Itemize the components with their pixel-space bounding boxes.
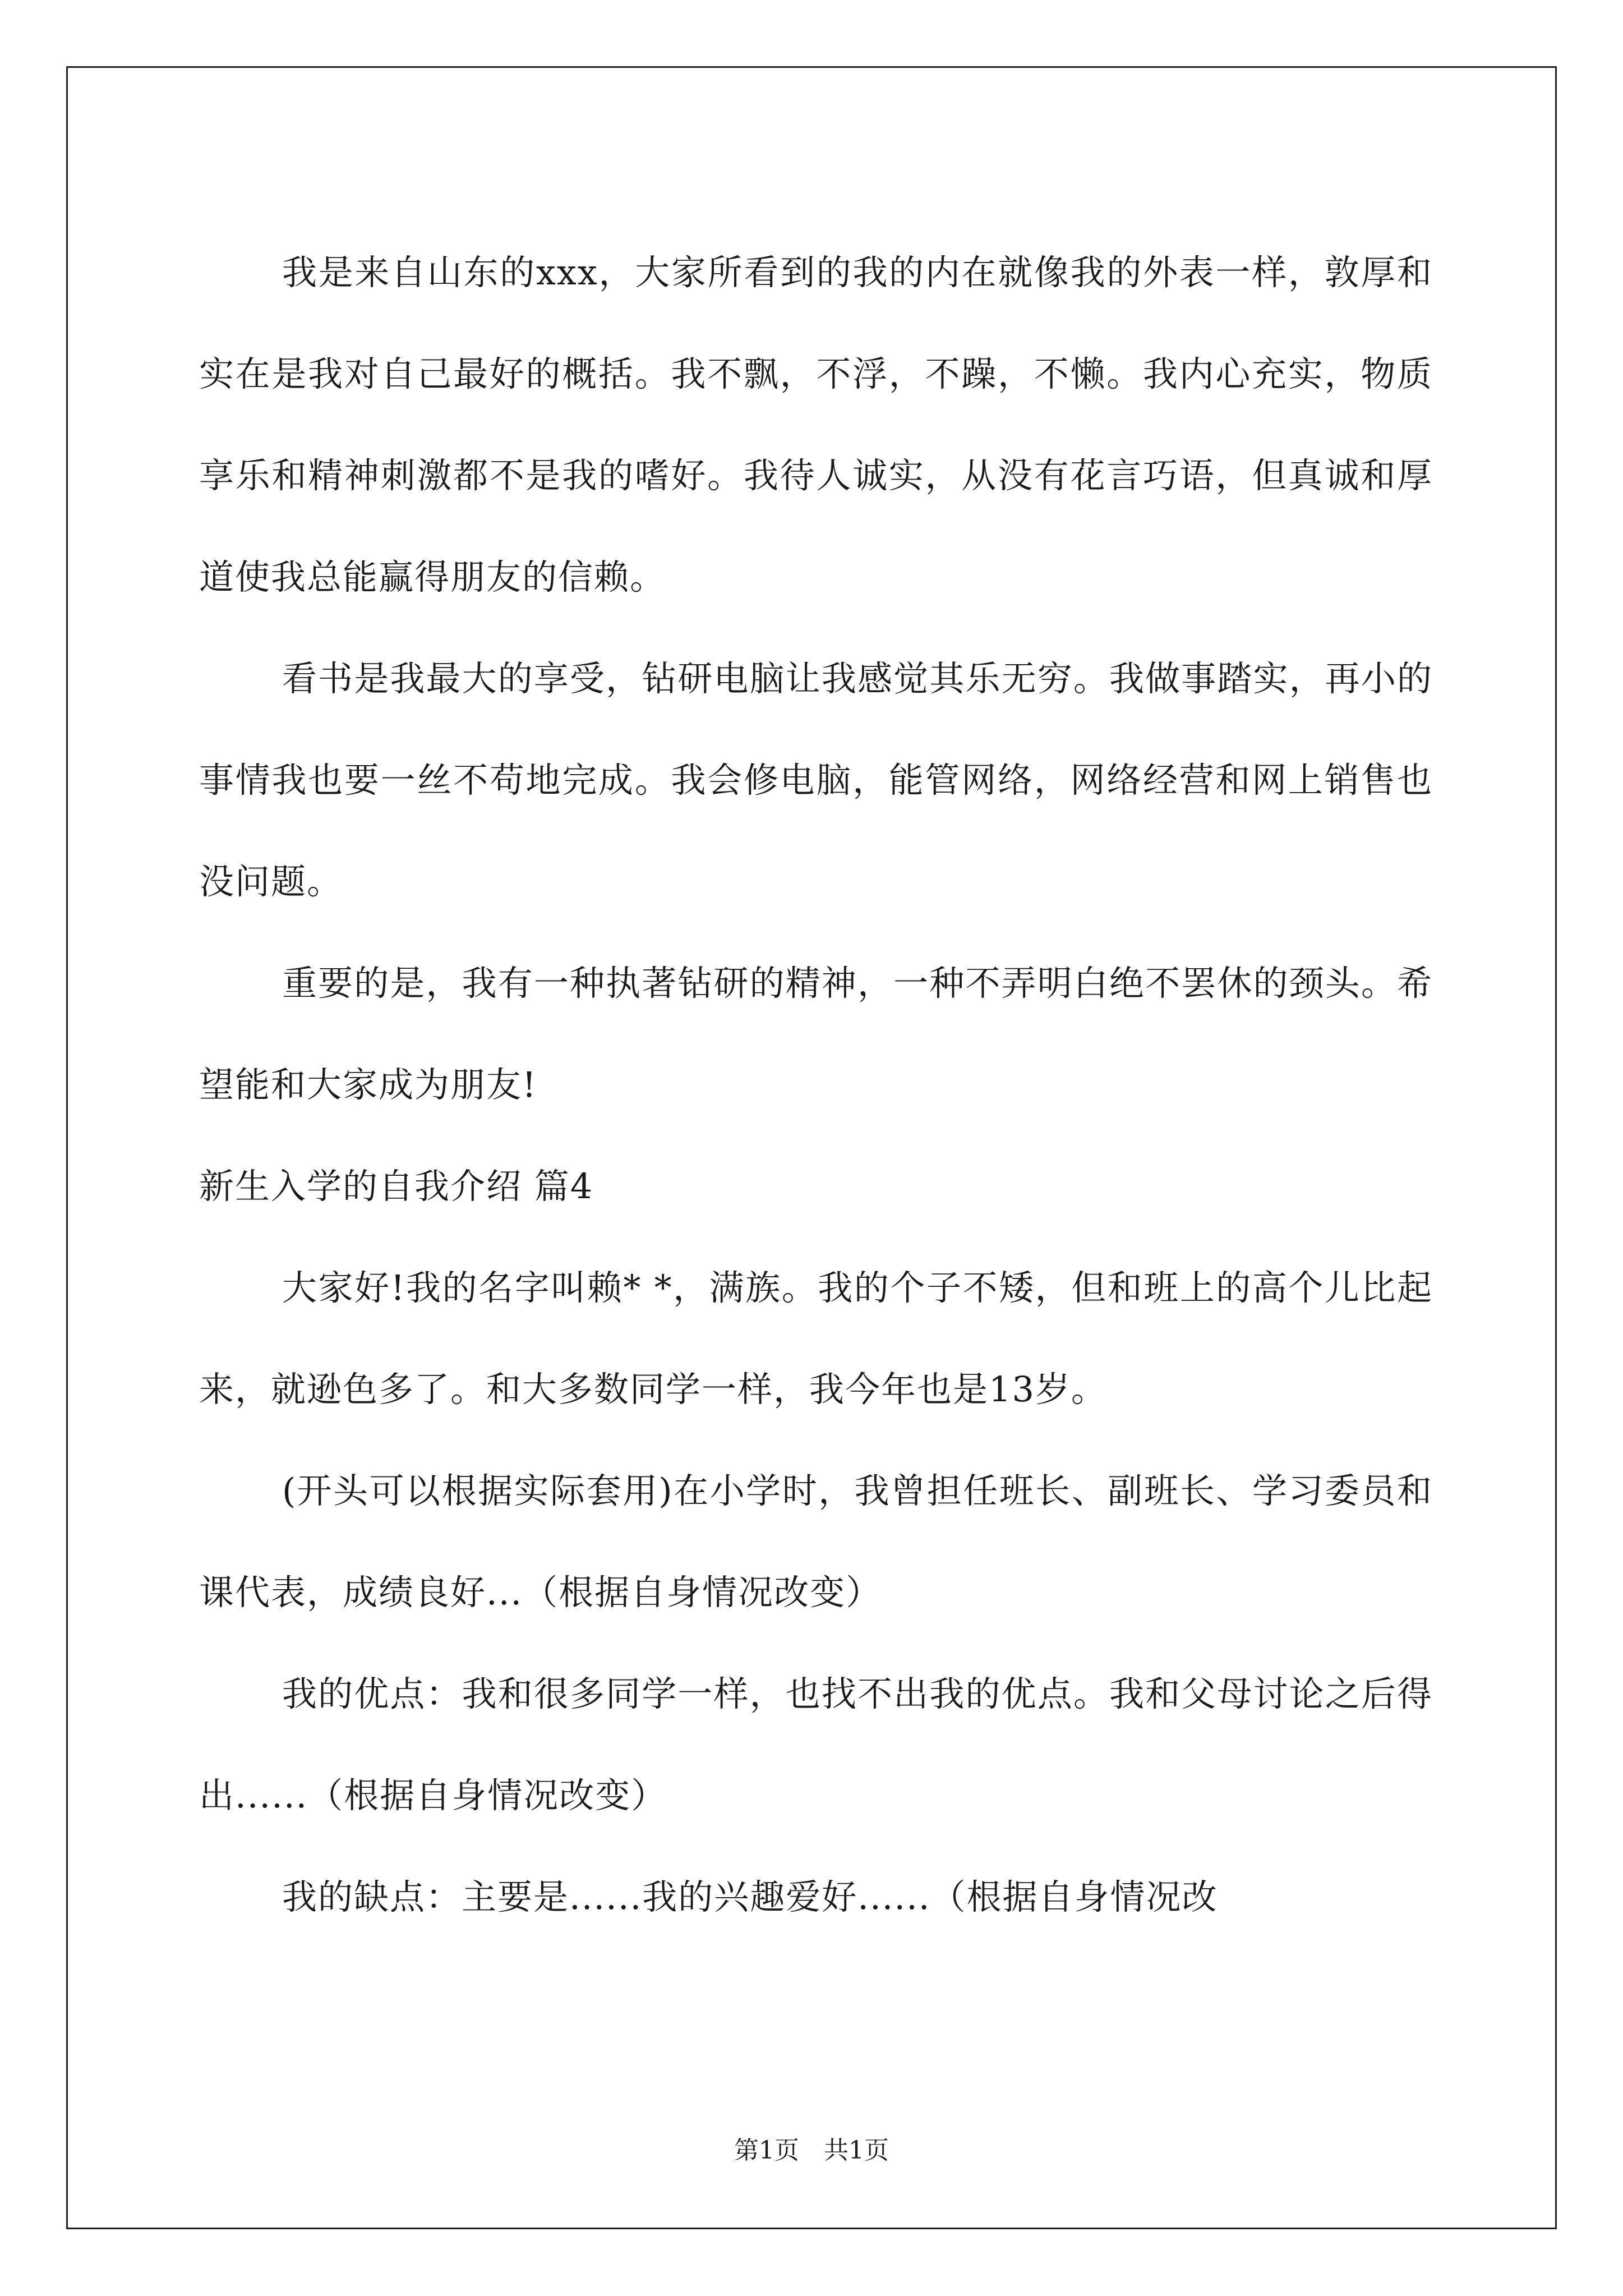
paragraph-weaknesses: 我的缺点：主要是......我的兴趣爱好......（根据自身情况改 <box>282 1876 1218 1917</box>
paragraph-roles: (开头可以根据实际套用)在小学时，我曾担任班长、副班长、学习委员和课代表，成绩良好...（根据自身情况改变） <box>199 1470 1433 1613</box>
paragraph-strengths: 我的优点：我和很多同学一样，也找不出我的优点。我和父母讨论之后得出......（根据自身情况改变） <box>199 1673 1433 1816</box>
paragraph-intro: 我是来自山东的xxx，大家所看到的我的内在就像我的外表一样，敦厚和实在是我对自己最好的概括。我不飘，不浮，不躁，不懒。我内心充实，物质享乐和精神刺激都不是我的嗜好。我待人诚实，从没有花言巧语，但真诚和厚道使我总能赢得朋友的信赖。 <box>199 252 1433 597</box>
paragraph-hobbies: 看书是我最大的享受，钻研电脑让我感觉其乐无穷。我做事踏实，再小的事情我也要一丝不苟地完成。我会修电脑，能管网络，网络经营和网上销售也没问题。 <box>199 658 1433 902</box>
document-body <box>199 222 1433 1948</box>
paragraph-spirit: 重要的是，我有一种执著钻研的精神，一种不弄明白绝不罢休的颈头。希望能和大家成为朋友! <box>199 963 1433 1105</box>
paragraph-greeting: 大家好!我的名字叫赖* *，满族。我的个子不矮，但和班上的高个儿比起来，就逊色多了。和大多数同学一样，我今年也是13岁。 <box>199 1267 1433 1410</box>
section-heading: 新生入学的自我介绍 篇4 <box>199 1166 594 1207</box>
page-number: 第1页 共1页 <box>734 2136 889 2165</box>
